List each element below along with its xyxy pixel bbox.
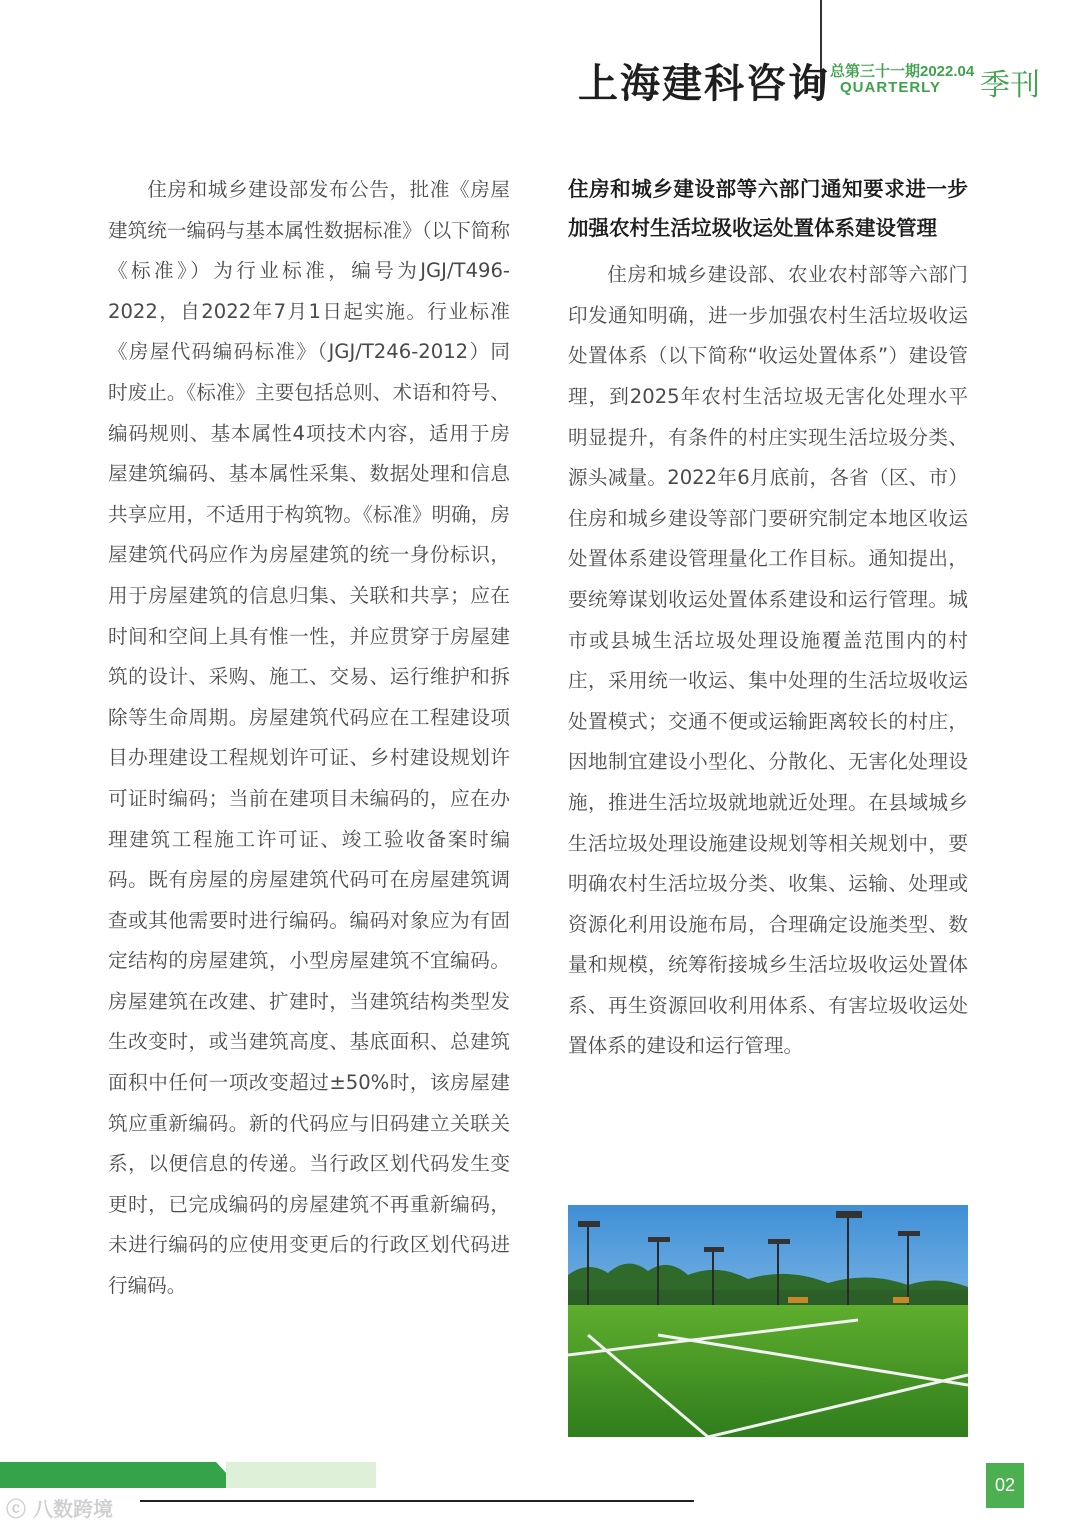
watermark: ⓒ 八数跨境 <box>6 1497 113 1521</box>
issue-label-en: QUARTERLY <box>840 79 941 96</box>
issue-label-cn: 季刊 <box>980 68 1040 103</box>
footer-rule <box>140 1500 694 1502</box>
footer-accent-light <box>226 1462 376 1488</box>
magazine-title: 上海建科咨询 <box>578 61 830 107</box>
article-body: 住房和城乡建设部、农业农村部等六部门印发通知明确，进一步加强农村生活垃圾收运处置体系（以下简称“收运处置体系”）建设管理，到2025年农村生活垃圾无害化处理水平明显提升，有条件的村庄实现生活垃圾分类、源头减量。2022年6月底前，各省（区、市）住房和城乡建设等部门要研究制定本地区收运处置体系建设管理量化工作目标。通知提出，要统筹谋划收运处置体系建设和运行管理。城市或县城生活垃圾处理设施覆盖范围内的村庄，采用统一收运、集中处理的生活垃圾收运处置模式；交通不便或运输距离较长的村庄，因地制宜建设小型化、分散化、无害化处理设施，推进生活垃圾就地就近处理。在县域城乡生活垃圾处理设施建设规划等相关规划中，要明确农村生活垃圾分类、收集、运输、处理或资源化利用设施布局，合理确定设施类型、数量和规模，统筹衔接城乡生活垃圾收运处置体系、再生资源回收利用体系、有害垃圾收运处置体系的建设和运行管理。 <box>568 263 968 1058</box>
article-title: 住房和城乡建设部等六部门通知要求进一步加强农村生活垃圾收运处置体系建设管理 <box>568 177 968 240</box>
page-number: 02 <box>986 1463 1024 1508</box>
right-article <box>568 170 968 1067</box>
footer-accent-bar <box>0 1462 240 1488</box>
issue-number: 总第三十一期2022.04 <box>830 63 975 80</box>
left-article-text: 住房和城乡建设部发布公告，批准《房屋建筑统一编码与基本属性数据标准》（以下简称《标准》）为行业标准，编号为JGJ/T496-2022，自2022年7月1日起实施。行业标准《房屋代码编码标准》（JGJ/T246-2012）同时废止。《标准》主要包括总则、术语和符号、编码规则、基本属性4项技术内容，适用于房屋建筑编码、基本属性采集、数据处理和信息共享应用，不适用于构筑物。《标准》明确，房屋建筑代码应作为房屋建筑的统一身份标识，用于房屋建筑的信息归集、关联和共享；应在时间和空间上具有惟一性，并应贯穿于房屋建筑的设计、采购、施工、交易、运行维护和拆除等生命周期。房屋建筑代码应在工程建设项目办理建设工程规划许可证、乡村建设规划许可证时编码；当前在建项目未编码的，应在办理建筑工程施工许可证、竣工验收备案时编码。既有房屋的房屋建筑代码可在房屋建筑调查或其他需要时进行编码。编码对象应为有固定结构的房屋建筑，小型房屋建筑不宜编码。房屋建筑在改建、扩建时，当建筑结构类型发生改变时，或当建筑高度、基底面积、总建筑面积中任何一项改变超过±50%时，该房屋建筑应重新编码。新的代码应与旧码建立关联关系，以便信息的传递。当行政区划代码发生变更时，已完成编码的房屋建筑不再重新编码，未进行编码的应使用变更后的行政区划代码进行编码。 <box>108 178 510 1298</box>
tennis-court-photo <box>568 1205 968 1437</box>
